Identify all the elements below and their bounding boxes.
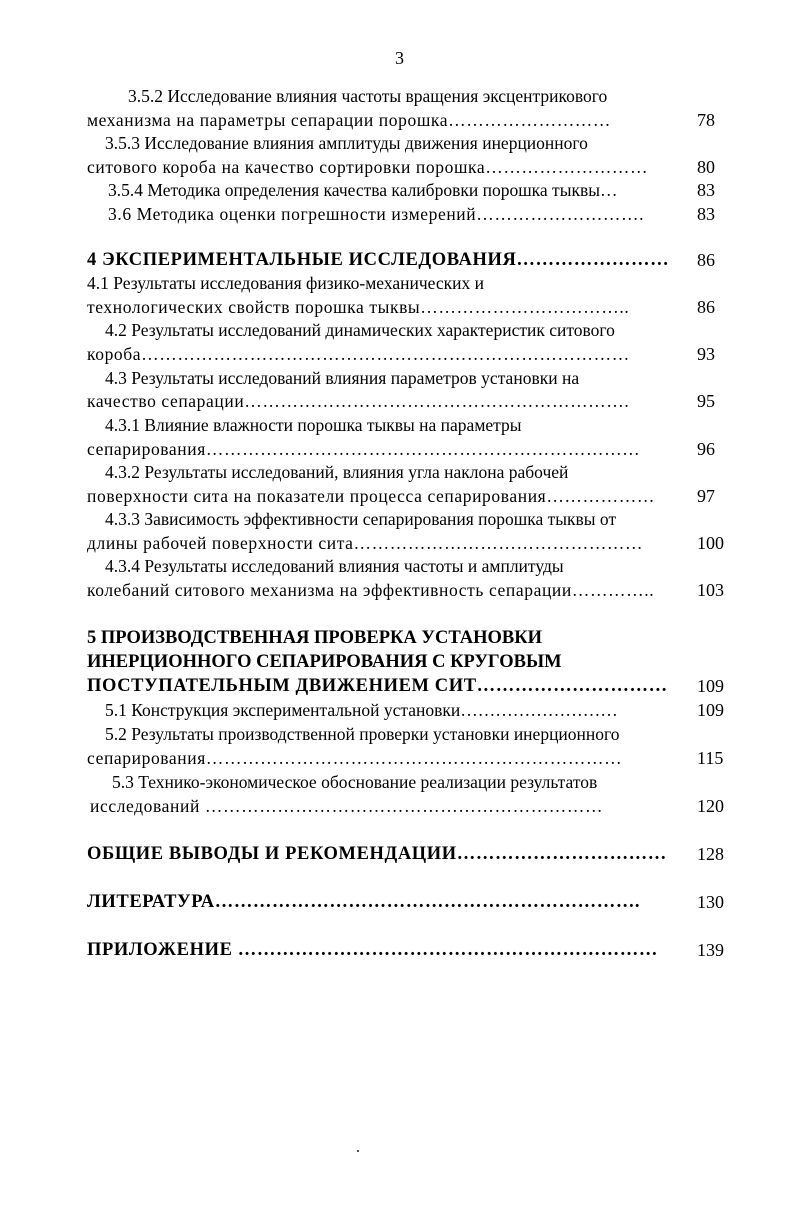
scan-speck [357, 1150, 359, 1152]
toc-line: 3.6 Методика оценки погрешности измерений………………………. [108, 204, 645, 224]
toc-page-ref: 78 [697, 110, 715, 130]
toc-line: 4.3.4 Результаты исследований влияния частоты и амплитуды [105, 556, 564, 576]
toc-page-ref: 115 [697, 748, 724, 768]
toc-line: ситового короба на качество сортировки порошка……………………… [87, 157, 649, 177]
toc-page-ref: 86 [697, 297, 715, 317]
toc-page-ref: 93 [697, 344, 715, 364]
toc-page-ref: 100 [697, 533, 724, 553]
toc-page-ref: 97 [697, 486, 715, 506]
toc-line: короба……………………………………………………………………… [87, 344, 630, 364]
toc-page-ref: 109 [697, 676, 724, 696]
toc-chapter-heading: ОБЩИЕ ВЫВОДЫ И РЕКОМЕНДАЦИИ…………………………… [87, 844, 667, 864]
toc-line: сепарирования……………………………………………………………… [87, 439, 641, 459]
toc-page-ref: 109 [697, 700, 724, 720]
toc-chapter-heading: ПРИЛОЖЕНИЕ ………………………………………………………… [87, 940, 658, 960]
toc-line: 3.5.3 Исследование влияния амплитуды движения инерционного [105, 133, 588, 153]
toc-chapter-heading: ЛИТЕРАТУРА…………………………………………………………. [87, 892, 641, 912]
toc-chapter-heading: 4 ЭКСПЕРИМЕНТАЛЬНЫЕ ИССЛЕДОВАНИЯ…………………… [87, 250, 670, 270]
toc-page-ref: 139 [697, 940, 724, 960]
toc-line: поверхности сита на показатели процесса сепарирования……………… [87, 486, 655, 506]
toc-page-ref: 103 [697, 580, 724, 600]
toc-line: исследований ………………………………………………………… [90, 796, 604, 816]
toc-line: сепарирования…………………………………………………………… [87, 748, 623, 768]
toc-line: 4.3.1 Влияние влажности порошка тыквы на параметры [105, 415, 522, 435]
toc-line: 4.1 Результаты исследования физико-механических и [87, 273, 484, 293]
toc-page-ref: 80 [697, 157, 715, 177]
toc-line: 3.5.4 Методика определения качества калибровки порошка тыквы… [108, 180, 618, 200]
toc-page-ref: 120 [697, 796, 724, 816]
toc-chapter-heading: 5 ПРОИЗВОДСТВЕННАЯ ПРОВЕРКА УСТАНОВКИ [87, 628, 543, 648]
toc-line: длины рабочей поверхности сита………………………………………… [87, 533, 644, 553]
toc-line: качество сепарации………………………………………………………. [87, 391, 630, 411]
toc-line: механизма на параметры сепарации порошка……………………… [87, 110, 611, 130]
toc-page-ref: 95 [697, 391, 715, 411]
toc-chapter-heading: ПОСТУПАТЕЛЬНЫМ ДВИЖЕНИЕМ СИТ………………………… [87, 676, 668, 696]
toc-line: 3.5.2 Исследование влияния частоты вращения эксцентрикового [128, 86, 608, 106]
toc-line: 4.3.2 Результаты исследований, влияния угла наклона рабочей [105, 462, 569, 482]
toc-page-ref: 83 [697, 180, 715, 200]
toc-page-ref: 83 [697, 204, 715, 224]
toc-line: 4.2 Результаты исследований динамических характеристик ситового [105, 320, 615, 340]
toc-line: 4.3 Результаты исследований влияния параметров установки на [105, 368, 580, 388]
toc-line: 4.3.3 Зависимость эффективности сепарирования порошка тыквы от [105, 509, 617, 529]
toc-page-ref: 96 [697, 439, 715, 459]
toc-chapter-heading: ИНЕРЦИОННОГО СЕПАРИРОВАНИЯ С КРУГОВЫМ [87, 652, 562, 672]
page-number: 3 [395, 48, 404, 68]
toc-line: 5.2 Результаты производственной проверки установки инерционного [105, 724, 620, 744]
toc-line: 5.1 Конструкция экспериментальной установки……………………… [105, 700, 618, 720]
toc-line: 5.3 Технико-экономическое обоснование реализации результатов [112, 772, 598, 792]
toc-page-ref: 86 [697, 250, 715, 270]
toc-line: колебаний ситового механизма на эффективность сепарации………….. [87, 580, 655, 600]
toc-line: технологических свойств порошка тыквы…………………………….. [87, 297, 630, 317]
toc-page-ref: 128 [697, 844, 724, 864]
toc-page-ref: 130 [697, 892, 724, 912]
